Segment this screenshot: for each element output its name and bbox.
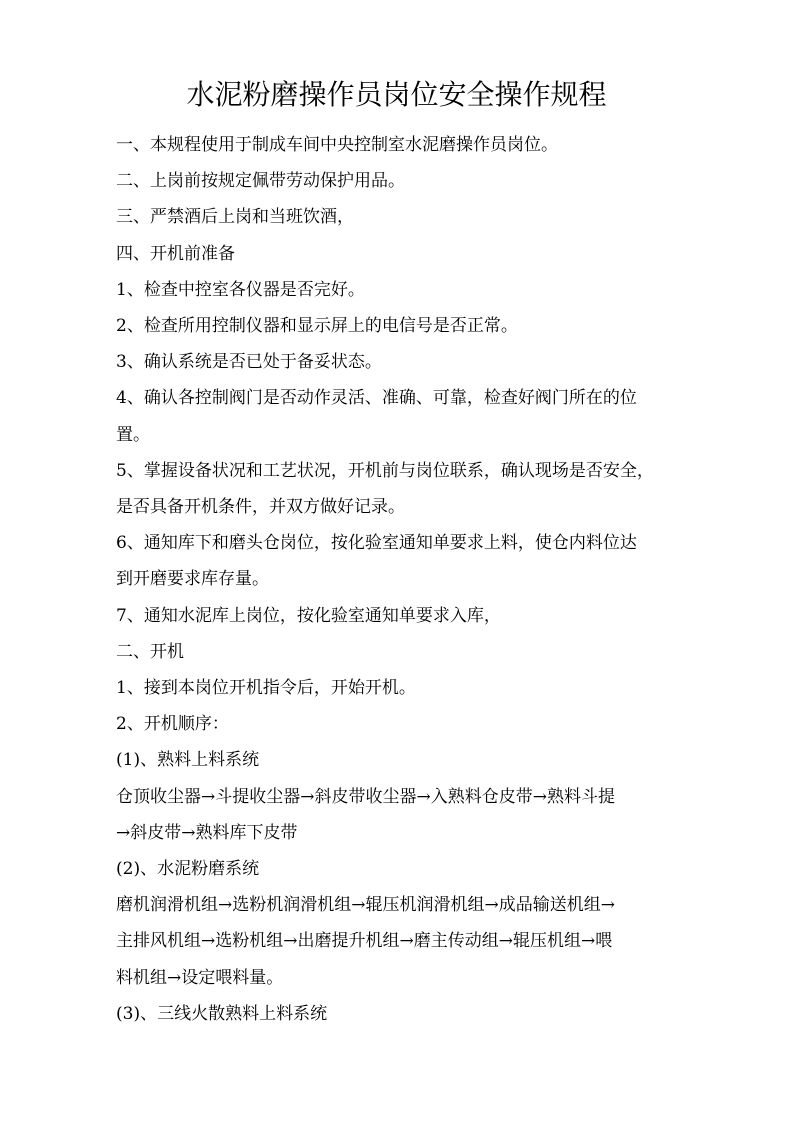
paragraph-line: 三、严禁酒后上岗和当班饮酒， <box>116 207 354 228</box>
paragraph-line: 主排风机组→选粉机组→出磨提升机组→磨主传动组→辊压机组→喂 <box>116 931 613 952</box>
paragraph-line: 3、确认系统是否已处于备妥状态。 <box>116 352 382 373</box>
paragraph-line: 2、开机顺序： <box>116 714 229 735</box>
paragraph-line: 一、本规程使用于制成车间中央控制室水泥磨操作员岗位。 <box>116 135 558 155</box>
section-heading: 四、开机前准备 <box>116 243 235 264</box>
section-heading: 二、开机 <box>116 641 184 662</box>
paragraph-line: 7、通知水泥库上岗位，按化验室通知单要求入库， <box>116 605 501 626</box>
paragraph-line: 是否具备开机条件，并双方做好记录。 <box>116 497 405 518</box>
paragraph-line: 置。 <box>116 424 150 445</box>
paragraph-line: 料机组→设定喂料量。 <box>116 967 284 988</box>
paragraph-line: →斜皮带→熟料库下皮带 <box>116 822 298 843</box>
paragraph-line: 仓顶收尘器→斗提收尘器→斜皮带收尘器→入熟料仓皮带→熟料斗提 <box>116 786 615 807</box>
document-title: 水泥粉磨操作员岗位安全操作规程 <box>186 78 607 111</box>
paragraph-line: 5、掌握设备状况和工艺状况，开机前与岗位联系，确认现场是否安全， <box>116 460 654 481</box>
subsection-heading: (3)、三线火散熟料上料系统 <box>116 1003 328 1024</box>
paragraph-line: 2、检查所用控制仪器和显示屏上的电信号是否正常。 <box>116 316 518 337</box>
document-body <box>116 127 682 1032</box>
paragraph-line: 1、检查中控室各仪器是否完好。 <box>116 279 365 300</box>
subsection-heading: (1)、熟料上料系统 <box>116 750 260 771</box>
paragraph-line: 磨机润滑机组→选粉机润滑机组→辊压机润滑机组→成品输送机组→ <box>116 895 615 916</box>
paragraph-line: 4、确认各控制阀门是否动作灵活、准确、可靠，检查好阀门所在的位 <box>116 388 637 409</box>
paragraph-line: 1、接到本岗位开机指令后，开始开机。 <box>116 678 416 699</box>
paragraph-line: 到开磨要求库存量。 <box>116 569 269 590</box>
paragraph-line: 6、通知库下和磨头仓岗位，按化验室通知单要求上料，使仓内料位达 <box>116 533 637 554</box>
paragraph-line: 二、上岗前按规定佩带劳动保护用品。 <box>116 171 405 192</box>
subsection-heading: (2)、水泥粉磨系统 <box>116 859 260 880</box>
